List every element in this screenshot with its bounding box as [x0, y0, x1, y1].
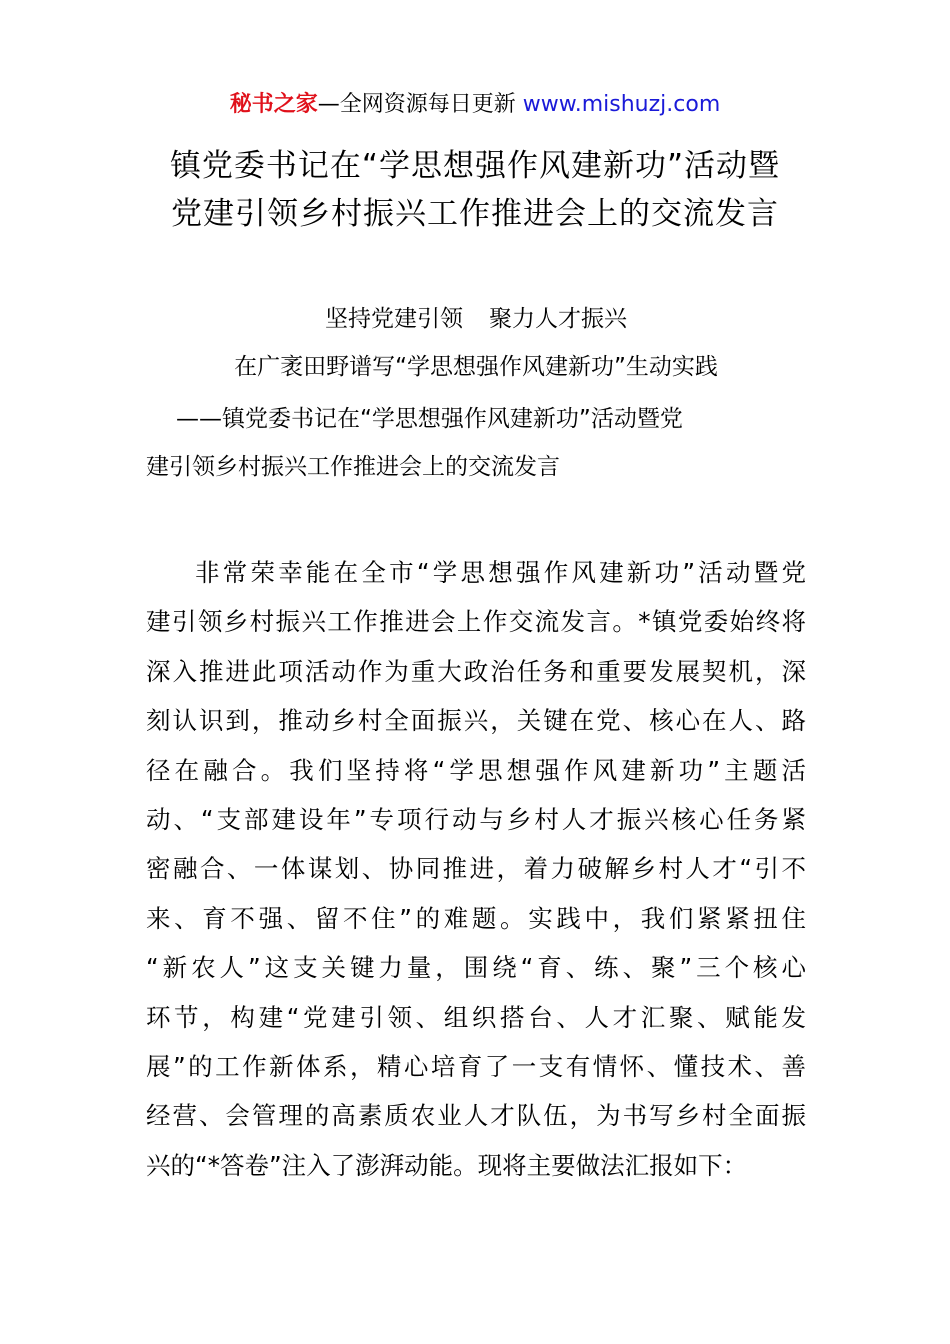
body-line: 展”的工作新体系，精心培育了一支有情怀、懂技术、善 — [146, 1052, 806, 1082]
body-line: 非常荣幸能在全市“学思想强作风建新功”活动暨党 — [195, 558, 806, 587]
subtitle-line-4: 建引领乡村振兴工作推进会上的交流发言 — [146, 454, 560, 480]
body-line: 刻认识到，推动乡村全面振兴，关键在党、核心在人、路 — [146, 706, 806, 736]
header-tagline: —全网资源每日更新 — [317, 92, 516, 117]
body-line: 动、“支部建设年”专项行动与乡村人才振兴核心任务紧 — [146, 805, 806, 835]
body-line: 深入推进此项活动作为重大政治任务和重要发展契机，深 — [146, 656, 806, 686]
subtitle-part-2: 聚力人才振兴 — [489, 306, 627, 332]
subtitle-part-1: 坚持党建引领 — [325, 306, 463, 332]
body-line: 来、育不强、留不住”的难题。实践中，我们紧紧扭住 — [146, 903, 806, 933]
site-header — [0, 88, 950, 122]
subtitle-line-2: 在广袤田野谱写“学思想强作风建新功”生动实践 — [234, 354, 718, 380]
body-line: 建引领乡村振兴工作推进会上作交流发言。*镇党委始终将 — [146, 607, 806, 637]
title-line-2: 党建引领乡村振兴工作推进会上的交流发言 — [171, 196, 779, 232]
body-line: 环节，构建“党建引领、组织搭台、人才汇聚、赋能发 — [146, 1002, 806, 1032]
body-line: 密融合、一体谋划、协同推进，着力破解乡村人才“引不 — [146, 854, 806, 884]
body-line: 经营、会管理的高素质农业人才队伍，为书写乡村全面振 — [146, 1101, 806, 1131]
body-line: 兴的“*答卷”注入了澎湃动能。现将主要做法汇报如下： — [146, 1150, 748, 1180]
body-line: “新农人”这支关键力量，围绕“育、练、聚”三个核心 — [146, 953, 806, 983]
document-title — [60, 142, 890, 238]
header-url[interactable]: www.mishuzj.com — [522, 92, 721, 117]
title-line-1: 镇党委书记在“学思想强作风建新功”活动暨 — [169, 148, 781, 184]
brand-name: 秘书之家 — [229, 92, 318, 117]
body-paragraph — [146, 548, 806, 1190]
subtitle-line-1 — [146, 302, 806, 336]
body-line: 径在融合。我们坚持将“学思想强作风建新功”主题活 — [146, 755, 806, 785]
subtitle-line-3: ——镇党委书记在“学思想强作风建新功”活动暨党 — [176, 406, 683, 432]
